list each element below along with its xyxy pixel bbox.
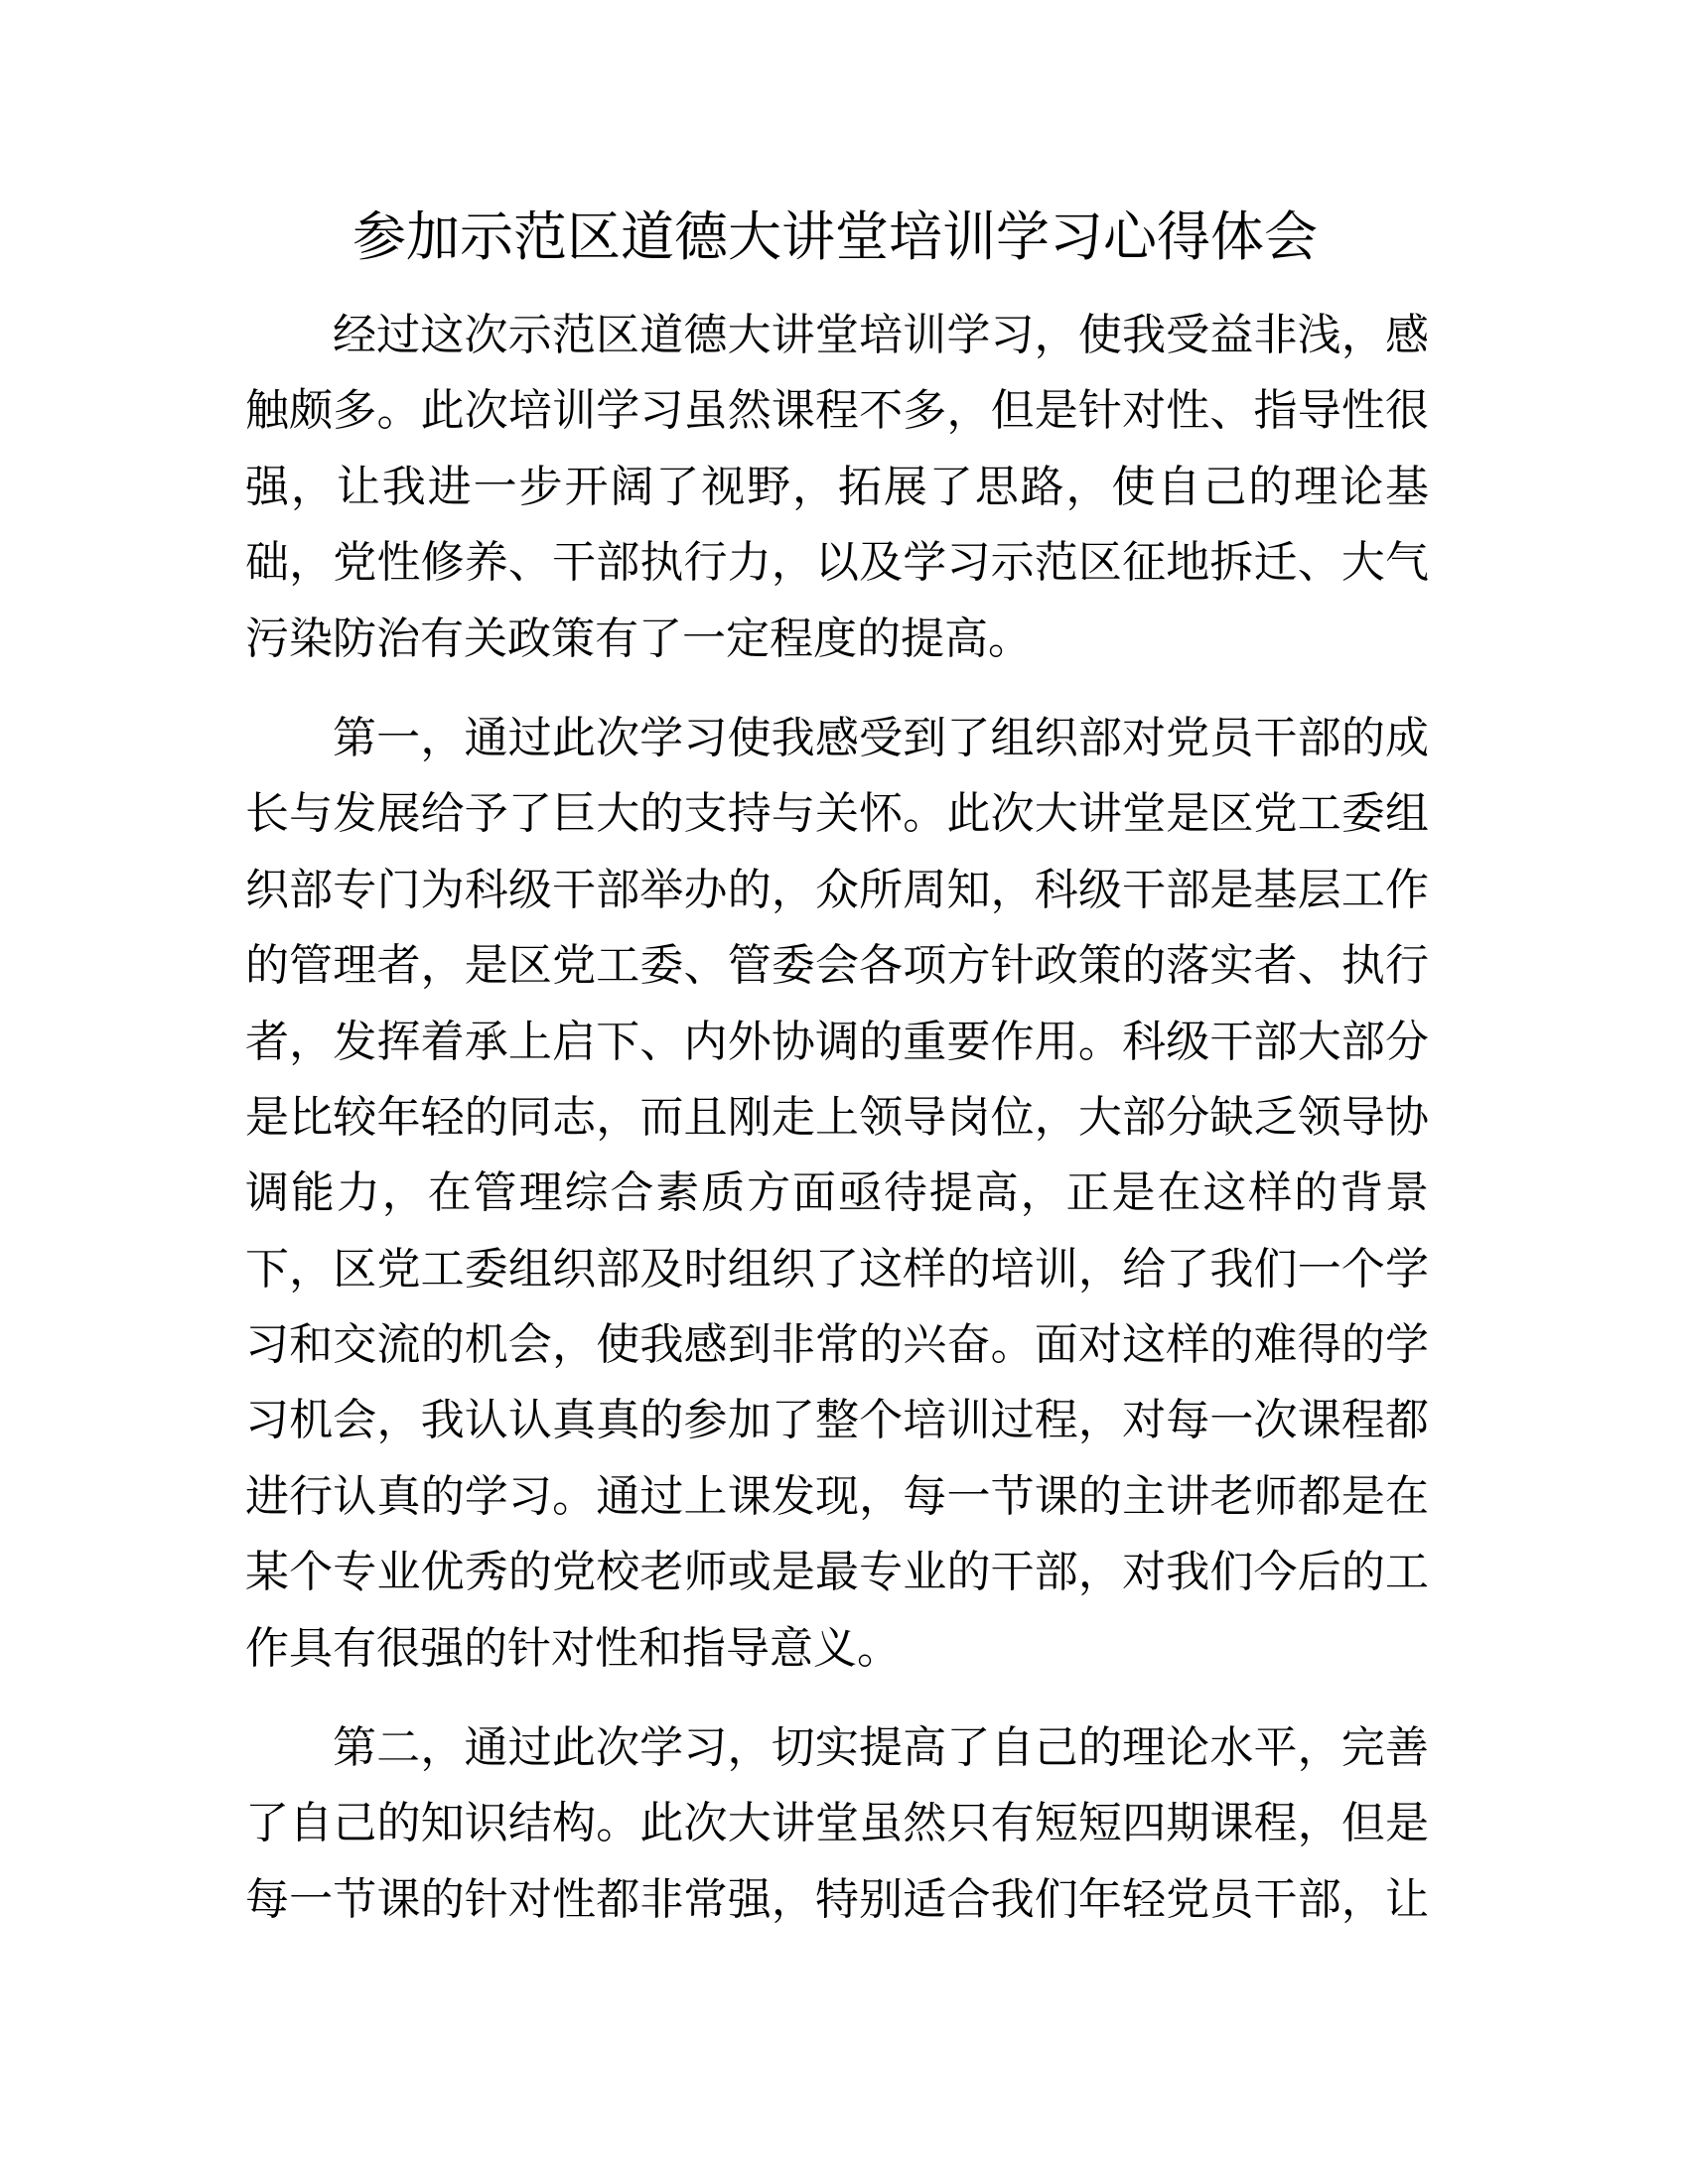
- text-line: 是比较年轻的同志，而且刚走上领导岗位，大部分缺乏领导协: [245, 1091, 1429, 1143]
- text-line: 织部专门为科级干部举办的，众所周知，科级干部是基层工作: [245, 864, 1429, 915]
- text-line: 触颇多。此次培训学习虽然课程不多，但是针对性、指导性很: [245, 385, 1429, 437]
- paragraph-1: [245, 298, 1429, 677]
- text-line: 某个专业优秀的党校老师或是最专业的干部，对我们今后的工: [245, 1547, 1429, 1598]
- document-title: 参加示范区道德大讲堂培训学习心得体会: [352, 205, 1318, 268]
- text-line: 作具有很强的针对性和指导意义。: [245, 1622, 901, 1674]
- text-line: 污染防治有关政策有了一定程度的提高。: [245, 613, 1032, 664]
- text-line: 的管理者，是区党工委、管委会各项方针政策的落实者、执行: [245, 940, 1429, 992]
- text-line: 进行认真的学习。通过上课发现，每一节课的主讲老师都是在: [245, 1470, 1429, 1522]
- text-line: 第一，通过此次学习使我感受到了组织部对党员干部的成: [333, 712, 1429, 763]
- text-line: 下，区党工委组织部及时组织了这样的培训，给了我们一个学: [245, 1243, 1429, 1295]
- text-line: 长与发展给予了巨大的支持与关怀。此次大讲堂是区党工委组: [245, 788, 1429, 840]
- paragraph-3: [245, 1710, 1429, 1938]
- text-line: 习机会，我认认真真的参加了整个培训过程，对每一次课程都: [245, 1395, 1429, 1446]
- text-line: 第二，通过此次学习，切实提高了自己的理论水平，完善: [333, 1722, 1429, 1774]
- text-line: 每一节课的针对性都非常强，特别适合我们年轻党员干部，让: [245, 1873, 1429, 1925]
- text-line: 者，发挥着承上启下、内外协调的重要作用。科级干部大部分: [245, 1016, 1429, 1067]
- text-line: 习和交流的机会，使我感到非常的兴奋。面对这样的难得的学: [245, 1319, 1429, 1371]
- paragraph-2: [245, 701, 1429, 1687]
- text-line: 经过这次示范区道德大讲堂培训学习，使我受益非浅，感: [333, 310, 1429, 360]
- text-line: 调能力，在管理综合素质方面亟待提高，正是在这样的背景: [245, 1167, 1429, 1219]
- text-line: 了自己的知识结构。此次大讲堂虽然只有短短四期课程，但是: [245, 1798, 1429, 1849]
- document-body: [245, 298, 1429, 1962]
- text-line: 础，党性修养、干部执行力，以及学习示范区征地拆迁、大气: [245, 537, 1429, 589]
- text-line: 强，让我进一步开阔了视野，拓展了思路，使自己的理论基: [245, 461, 1429, 512]
